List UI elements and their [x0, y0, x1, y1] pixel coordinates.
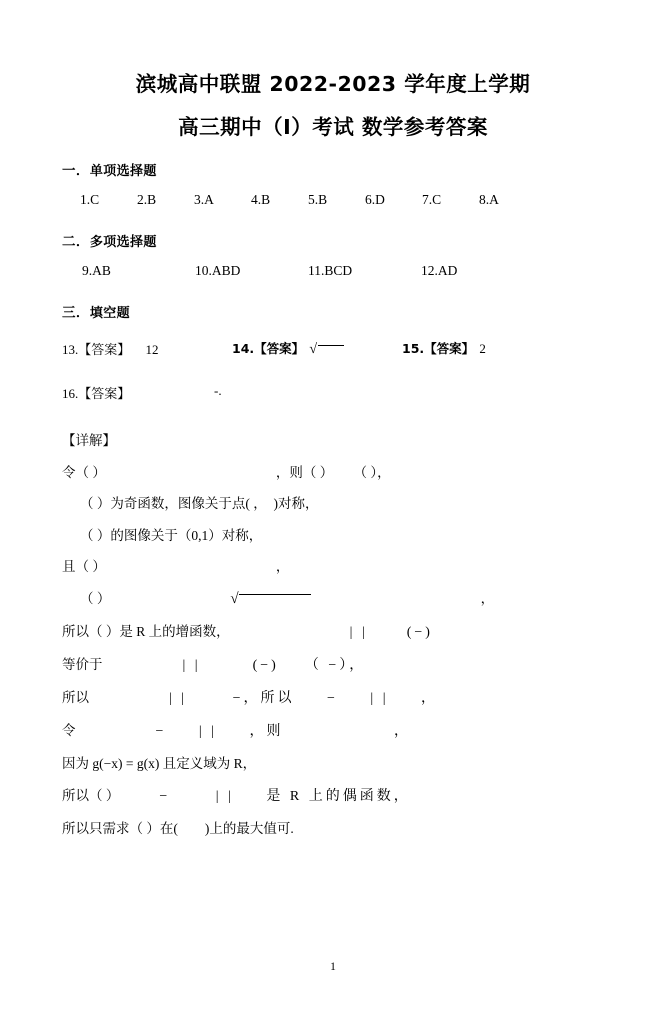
blank-14	[232, 339, 343, 358]
section-heading-single-choice	[62, 159, 604, 179]
section-label-3: 填空题	[89, 306, 131, 321]
answer-9: 9.AB	[82, 263, 111, 278]
section-heading-multi-choice	[62, 230, 604, 250]
blank-13-value: 12	[145, 342, 159, 357]
section-number-3: 三．	[62, 305, 90, 321]
answer-6: 6.D	[365, 192, 385, 207]
section-label-1: 单项选择题	[89, 164, 157, 179]
blank-14-value: √	[307, 342, 343, 358]
answer-11: 11.BCD	[308, 263, 353, 278]
sqrt-bar	[318, 345, 344, 346]
answer-8: 8.A	[479, 192, 499, 207]
solution-line-12: 所以只需求（ ）在( )上的最大值可.	[62, 820, 294, 836]
page-title-line-1: 滨城高中联盟 2022-2023 学年度上学期	[135, 72, 531, 96]
solution-line-4: 且（ ） ，	[62, 559, 290, 575]
answer-4: 4.B	[251, 192, 271, 207]
q16-value: -.	[214, 383, 222, 398]
blank-15-value: 2	[479, 341, 486, 356]
fill-blank-row	[62, 337, 604, 361]
answer-3: 3.A	[194, 192, 214, 207]
solution-line-8: 所以 | | −，所以 − | | ，	[62, 690, 439, 707]
answer-12: 12.AD	[421, 263, 458, 278]
section-heading-fill-blank	[62, 301, 604, 321]
blank-15-label: 15.【答案】	[402, 341, 475, 356]
solution-line-10: 因为 g(−x) = g(x) 且定义域为 R，	[62, 756, 257, 772]
solution-line-5: （ ） √ ，	[80, 590, 495, 607]
single-choice-answers	[62, 192, 604, 208]
blank-13	[62, 339, 159, 358]
document-page	[0, 74, 666, 1019]
solution-line-11: 所以（ ） − | | 是 R 上的偶函数，	[62, 787, 411, 804]
blank-13-label: 13.【答案】	[62, 342, 131, 357]
solution-line-7: 等价于 | | (−) （ −），	[62, 656, 367, 673]
solution-line-3: （ ）的图像关于（0,1）对称，	[80, 527, 263, 543]
blank-15	[402, 339, 486, 357]
q16-row	[62, 383, 604, 407]
section-label-2: 多项选择题	[89, 235, 157, 250]
blank-14-label: 14.【答案】	[232, 341, 305, 356]
answer-10: 10.ABD	[195, 263, 241, 278]
section-number-2: 二．	[62, 234, 90, 250]
solution-line-9: 令 − | | ，则 ，	[62, 723, 412, 740]
page-number: 1	[330, 961, 336, 973]
answer-2: 2.B	[137, 192, 157, 207]
answer-7: 7.C	[422, 192, 442, 207]
answer-5: 5.B	[308, 192, 328, 207]
solution-heading: 【详解】	[62, 433, 116, 448]
page-title-line-2: 高三期中（I）考试 数学参考答案	[178, 114, 488, 139]
section-number-1: 一．	[62, 163, 90, 179]
q16-label: 16.【答案】	[62, 386, 131, 401]
solution-line-2: （ ）为奇函数，图像关于点( ， )对称，	[80, 496, 319, 512]
solution-line-1: 令（ ） ，则（ ） （ ），	[62, 464, 391, 480]
radical-sign: √	[230, 591, 310, 608]
multi-choice-answers	[62, 263, 604, 279]
answer-1: 1.C	[80, 192, 100, 207]
solution-line-6: 所以（ ）是 R 上的增函数， | | (−)	[62, 623, 433, 640]
